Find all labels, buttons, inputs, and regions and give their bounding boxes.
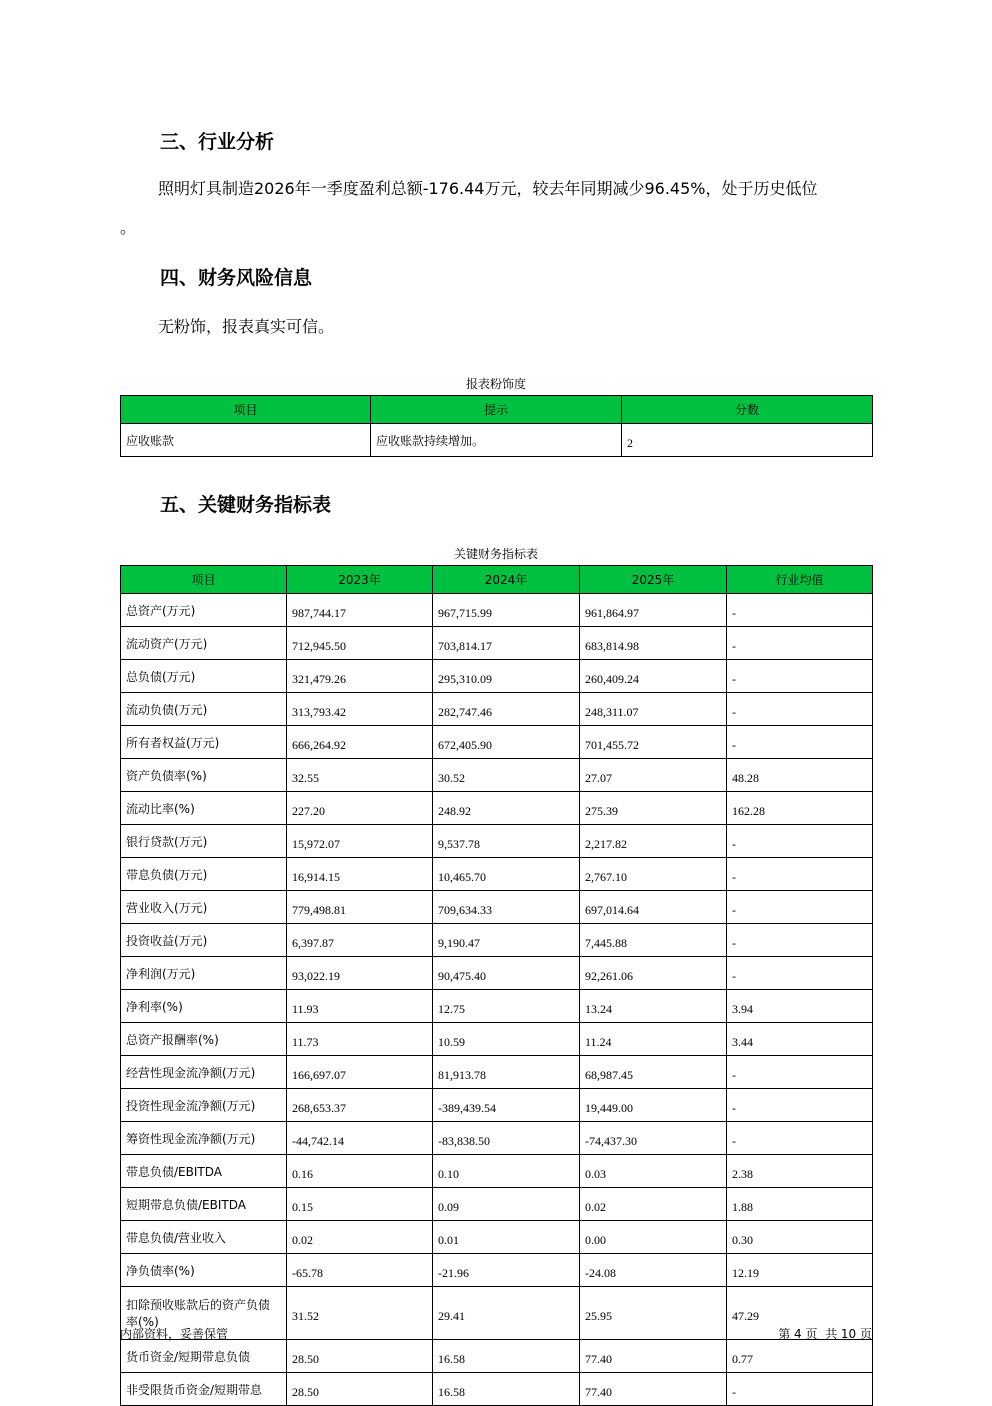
table-row — [121, 759, 873, 792]
table-row — [121, 1155, 873, 1188]
industry-text-line1: 照明灯具制造2026年一季度盈利总额-176.44万元，较去年同期减少96.45%，处于历史低位 — [158, 179, 818, 198]
table-row — [121, 990, 873, 1023]
table-cell: 77.40 — [580, 1340, 727, 1373]
risk-text: 无粉饰，报表真实可信。 — [158, 317, 335, 336]
table-cell: 961,864.97 — [580, 594, 727, 627]
table-row — [121, 660, 873, 693]
table-cell: 31.52 — [287, 1287, 433, 1340]
table-cell: 0.10 — [433, 1155, 580, 1188]
table-cell: 9,537.78 — [433, 825, 580, 858]
table-cell: 6,397.87 — [287, 924, 433, 957]
row-label-cell: 流动负债(万元) — [121, 693, 287, 726]
table-cell: 697,014.64 — [580, 891, 727, 924]
table-cell: 0.15 — [287, 1188, 433, 1221]
table-cell: 0.02 — [580, 1188, 727, 1221]
table-header-row — [121, 396, 873, 424]
table-row — [121, 1340, 873, 1373]
table-cell: 321,479.26 — [287, 660, 433, 693]
table-cell: 295,310.09 — [433, 660, 580, 693]
table-cell: 0.00 — [580, 1221, 727, 1254]
table-row — [121, 891, 873, 924]
table-row — [121, 1089, 873, 1122]
table-cell: - — [727, 858, 873, 891]
row-label-cell: 短期带息负债/EBITDA — [121, 1188, 287, 1221]
row-label-cell: 净利润(万元) — [121, 957, 287, 990]
row-label-cell: 银行贷款(万元) — [121, 825, 287, 858]
table-cell: 3.94 — [727, 990, 873, 1023]
table-row — [121, 726, 873, 759]
table-cell: - — [727, 825, 873, 858]
column-header: 2023年 — [287, 566, 433, 594]
table-row — [121, 594, 873, 627]
row-label-cell: 总资产(万元) — [121, 594, 287, 627]
table-row — [121, 627, 873, 660]
column-header: 行业均值 — [727, 566, 873, 594]
table-cell: - — [727, 1122, 873, 1155]
table-cell: -65.78 — [287, 1254, 433, 1287]
table-cell: 0.77 — [727, 1340, 873, 1373]
row-label-cell: 营业收入(万元) — [121, 891, 287, 924]
table-cell: 应收账款 — [121, 424, 371, 457]
row-label-cell: 带息负债(万元) — [121, 858, 287, 891]
table-cell: 248.92 — [433, 792, 580, 825]
table-cell: 313,793.42 — [287, 693, 433, 726]
table-cell: 0.01 — [433, 1221, 580, 1254]
table-cell: 30.52 — [433, 759, 580, 792]
table-cell: 7,445.88 — [580, 924, 727, 957]
table-cell: 15,972.07 — [287, 825, 433, 858]
table-cell: 666,264.92 — [287, 726, 433, 759]
column-header: 提示 — [371, 396, 622, 424]
table-cell: 275.39 — [580, 792, 727, 825]
table-cell: - — [727, 1373, 873, 1406]
table-cell: 2 — [622, 424, 873, 457]
column-header: 分数 — [622, 396, 873, 424]
table-cell: 166,697.07 — [287, 1056, 433, 1089]
table-cell: -44,742.14 — [287, 1122, 433, 1155]
table-cell: 10.59 — [433, 1023, 580, 1056]
table-cell: - — [727, 627, 873, 660]
row-label-cell: 扣除预收账款后的资产负债率(%) — [121, 1287, 287, 1340]
table-cell: 268,653.37 — [287, 1089, 433, 1122]
table-cell: - — [727, 957, 873, 990]
table-cell: - — [727, 693, 873, 726]
table-cell: -24.08 — [580, 1254, 727, 1287]
row-label-cell: 净负债率(%) — [121, 1254, 287, 1287]
table-cell: 25.95 — [580, 1287, 727, 1340]
table-row — [121, 1221, 873, 1254]
table-cell: 987,744.17 — [287, 594, 433, 627]
table-cell: 672,405.90 — [433, 726, 580, 759]
table-cell: 16,914.15 — [287, 858, 433, 891]
table-cell: 683,814.98 — [580, 627, 727, 660]
table-cell: - — [727, 594, 873, 627]
table-cell: - — [727, 1089, 873, 1122]
table-cell: 2,217.82 — [580, 825, 727, 858]
column-header: 项目 — [121, 566, 287, 594]
row-label-cell: 投资收益(万元) — [121, 924, 287, 957]
table-cell: 162.28 — [727, 792, 873, 825]
table-cell: -83,838.50 — [433, 1122, 580, 1155]
row-label-cell: 带息负债/EBITDA — [121, 1155, 287, 1188]
table-cell: 77.40 — [580, 1373, 727, 1406]
row-label-cell: 流动比率(%) — [121, 792, 287, 825]
table-row — [121, 957, 873, 990]
table-cell: 28.50 — [287, 1340, 433, 1373]
table-header-row — [121, 566, 873, 594]
table-row — [121, 792, 873, 825]
table-cell: 29.41 — [433, 1287, 580, 1340]
table-cell: 701,455.72 — [580, 726, 727, 759]
column-header: 2024年 — [433, 566, 580, 594]
table-cell: - — [727, 726, 873, 759]
table-cell: 0.30 — [727, 1221, 873, 1254]
row-label-cell: 筹资性现金流净额(万元) — [121, 1122, 287, 1155]
table-cell: 92,261.06 — [580, 957, 727, 990]
whitewash-table — [120, 395, 873, 457]
table-cell: - — [727, 924, 873, 957]
table-cell: 11.24 — [580, 1023, 727, 1056]
table-cell: 227.20 — [287, 792, 433, 825]
table-cell: - — [727, 660, 873, 693]
table-cell: 0.03 — [580, 1155, 727, 1188]
row-label-cell: 所有者权益(万元) — [121, 726, 287, 759]
table-row — [121, 825, 873, 858]
row-label-cell: 带息负债/营业收入 — [121, 1221, 287, 1254]
table-cell: 0.02 — [287, 1221, 433, 1254]
table-cell: 282,747.46 — [433, 693, 580, 726]
table-cell: 68,987.45 — [580, 1056, 727, 1089]
key-table-caption: 关键财务指标表 — [453, 547, 538, 561]
row-label-cell: 总负债(万元) — [121, 660, 287, 693]
table-cell: - — [727, 891, 873, 924]
row-label-cell: 资产负债率(%) — [121, 759, 287, 792]
row-label-cell: 净利率(%) — [121, 990, 287, 1023]
table-cell: 81,913.78 — [433, 1056, 580, 1089]
table-cell: 9,190.47 — [433, 924, 580, 957]
row-label-cell: 货币资金/短期带息负债 — [121, 1340, 287, 1373]
table-cell: 12.75 — [433, 990, 580, 1023]
section-heading-key: 五、关键财务指标表 — [160, 494, 332, 516]
row-label-cell: 总资产报酬率(%) — [121, 1023, 287, 1056]
table-row — [121, 1373, 873, 1406]
table-cell: -21.96 — [433, 1254, 580, 1287]
table-cell: 11.93 — [287, 990, 433, 1023]
row-label-cell: 经营性现金流净额(万元) — [121, 1056, 287, 1089]
table-row — [121, 1188, 873, 1221]
industry-text-line2: 。 — [120, 218, 137, 237]
page-number: 第 4 页 共 10 页 — [778, 1327, 872, 1341]
table-cell: 779,498.81 — [287, 891, 433, 924]
table-cell: 1.88 — [727, 1188, 873, 1221]
table-cell: 703,814.17 — [433, 627, 580, 660]
table-cell: 0.09 — [433, 1188, 580, 1221]
table-cell: 13.24 — [580, 990, 727, 1023]
table-cell: 90,475.40 — [433, 957, 580, 990]
table-row — [121, 1122, 873, 1155]
table-row — [121, 924, 873, 957]
key-metrics-table — [120, 565, 873, 1406]
table-cell: 48.28 — [727, 759, 873, 792]
table-cell: -74,437.30 — [580, 1122, 727, 1155]
footer-note: 内部资料，妥善保管 — [120, 1327, 229, 1341]
table-cell: 11.73 — [287, 1023, 433, 1056]
row-label-cell: 投资性现金流净额(万元) — [121, 1089, 287, 1122]
table-cell: 19,449.00 — [580, 1089, 727, 1122]
table-row — [121, 1287, 873, 1340]
whitewash-table-caption: 报表粉饰度 — [465, 377, 526, 391]
table-cell: 260,409.24 — [580, 660, 727, 693]
section-heading-risk: 四、财务风险信息 — [160, 267, 313, 289]
table-row — [121, 1254, 873, 1287]
table-cell: 10,465.70 — [433, 858, 580, 891]
table-cell: 16.58 — [433, 1373, 580, 1406]
column-header: 项目 — [121, 396, 371, 424]
table-cell: 27.07 — [580, 759, 727, 792]
table-cell: 709,634.33 — [433, 891, 580, 924]
table-cell: 47.29 — [727, 1287, 873, 1340]
table-cell: 应收账款持续增加。 — [371, 424, 622, 457]
table-cell: 3.44 — [727, 1023, 873, 1056]
table-row — [121, 424, 873, 457]
table-cell: 16.58 — [433, 1340, 580, 1373]
table-cell: 248,311.07 — [580, 693, 727, 726]
table-cell: 712,945.50 — [287, 627, 433, 660]
table-cell: 967,715.99 — [433, 594, 580, 627]
table-row — [121, 1056, 873, 1089]
table-cell: - — [727, 1056, 873, 1089]
table-cell: 28.50 — [287, 1373, 433, 1406]
table-row — [121, 858, 873, 891]
table-cell: 2.38 — [727, 1155, 873, 1188]
row-label-cell: 流动资产(万元) — [121, 627, 287, 660]
table-cell: 12.19 — [727, 1254, 873, 1287]
section-heading-industry: 三、行业分析 — [160, 131, 275, 153]
row-label-cell: 非受限货币资金/短期带息 — [121, 1373, 287, 1406]
table-row — [121, 693, 873, 726]
table-row — [121, 1023, 873, 1056]
table-cell: -389,439.54 — [433, 1089, 580, 1122]
table-cell: 2,767.10 — [580, 858, 727, 891]
table-cell: 0.16 — [287, 1155, 433, 1188]
table-cell: 32.55 — [287, 759, 433, 792]
table-cell: 93,022.19 — [287, 957, 433, 990]
column-header: 2025年 — [580, 566, 727, 594]
